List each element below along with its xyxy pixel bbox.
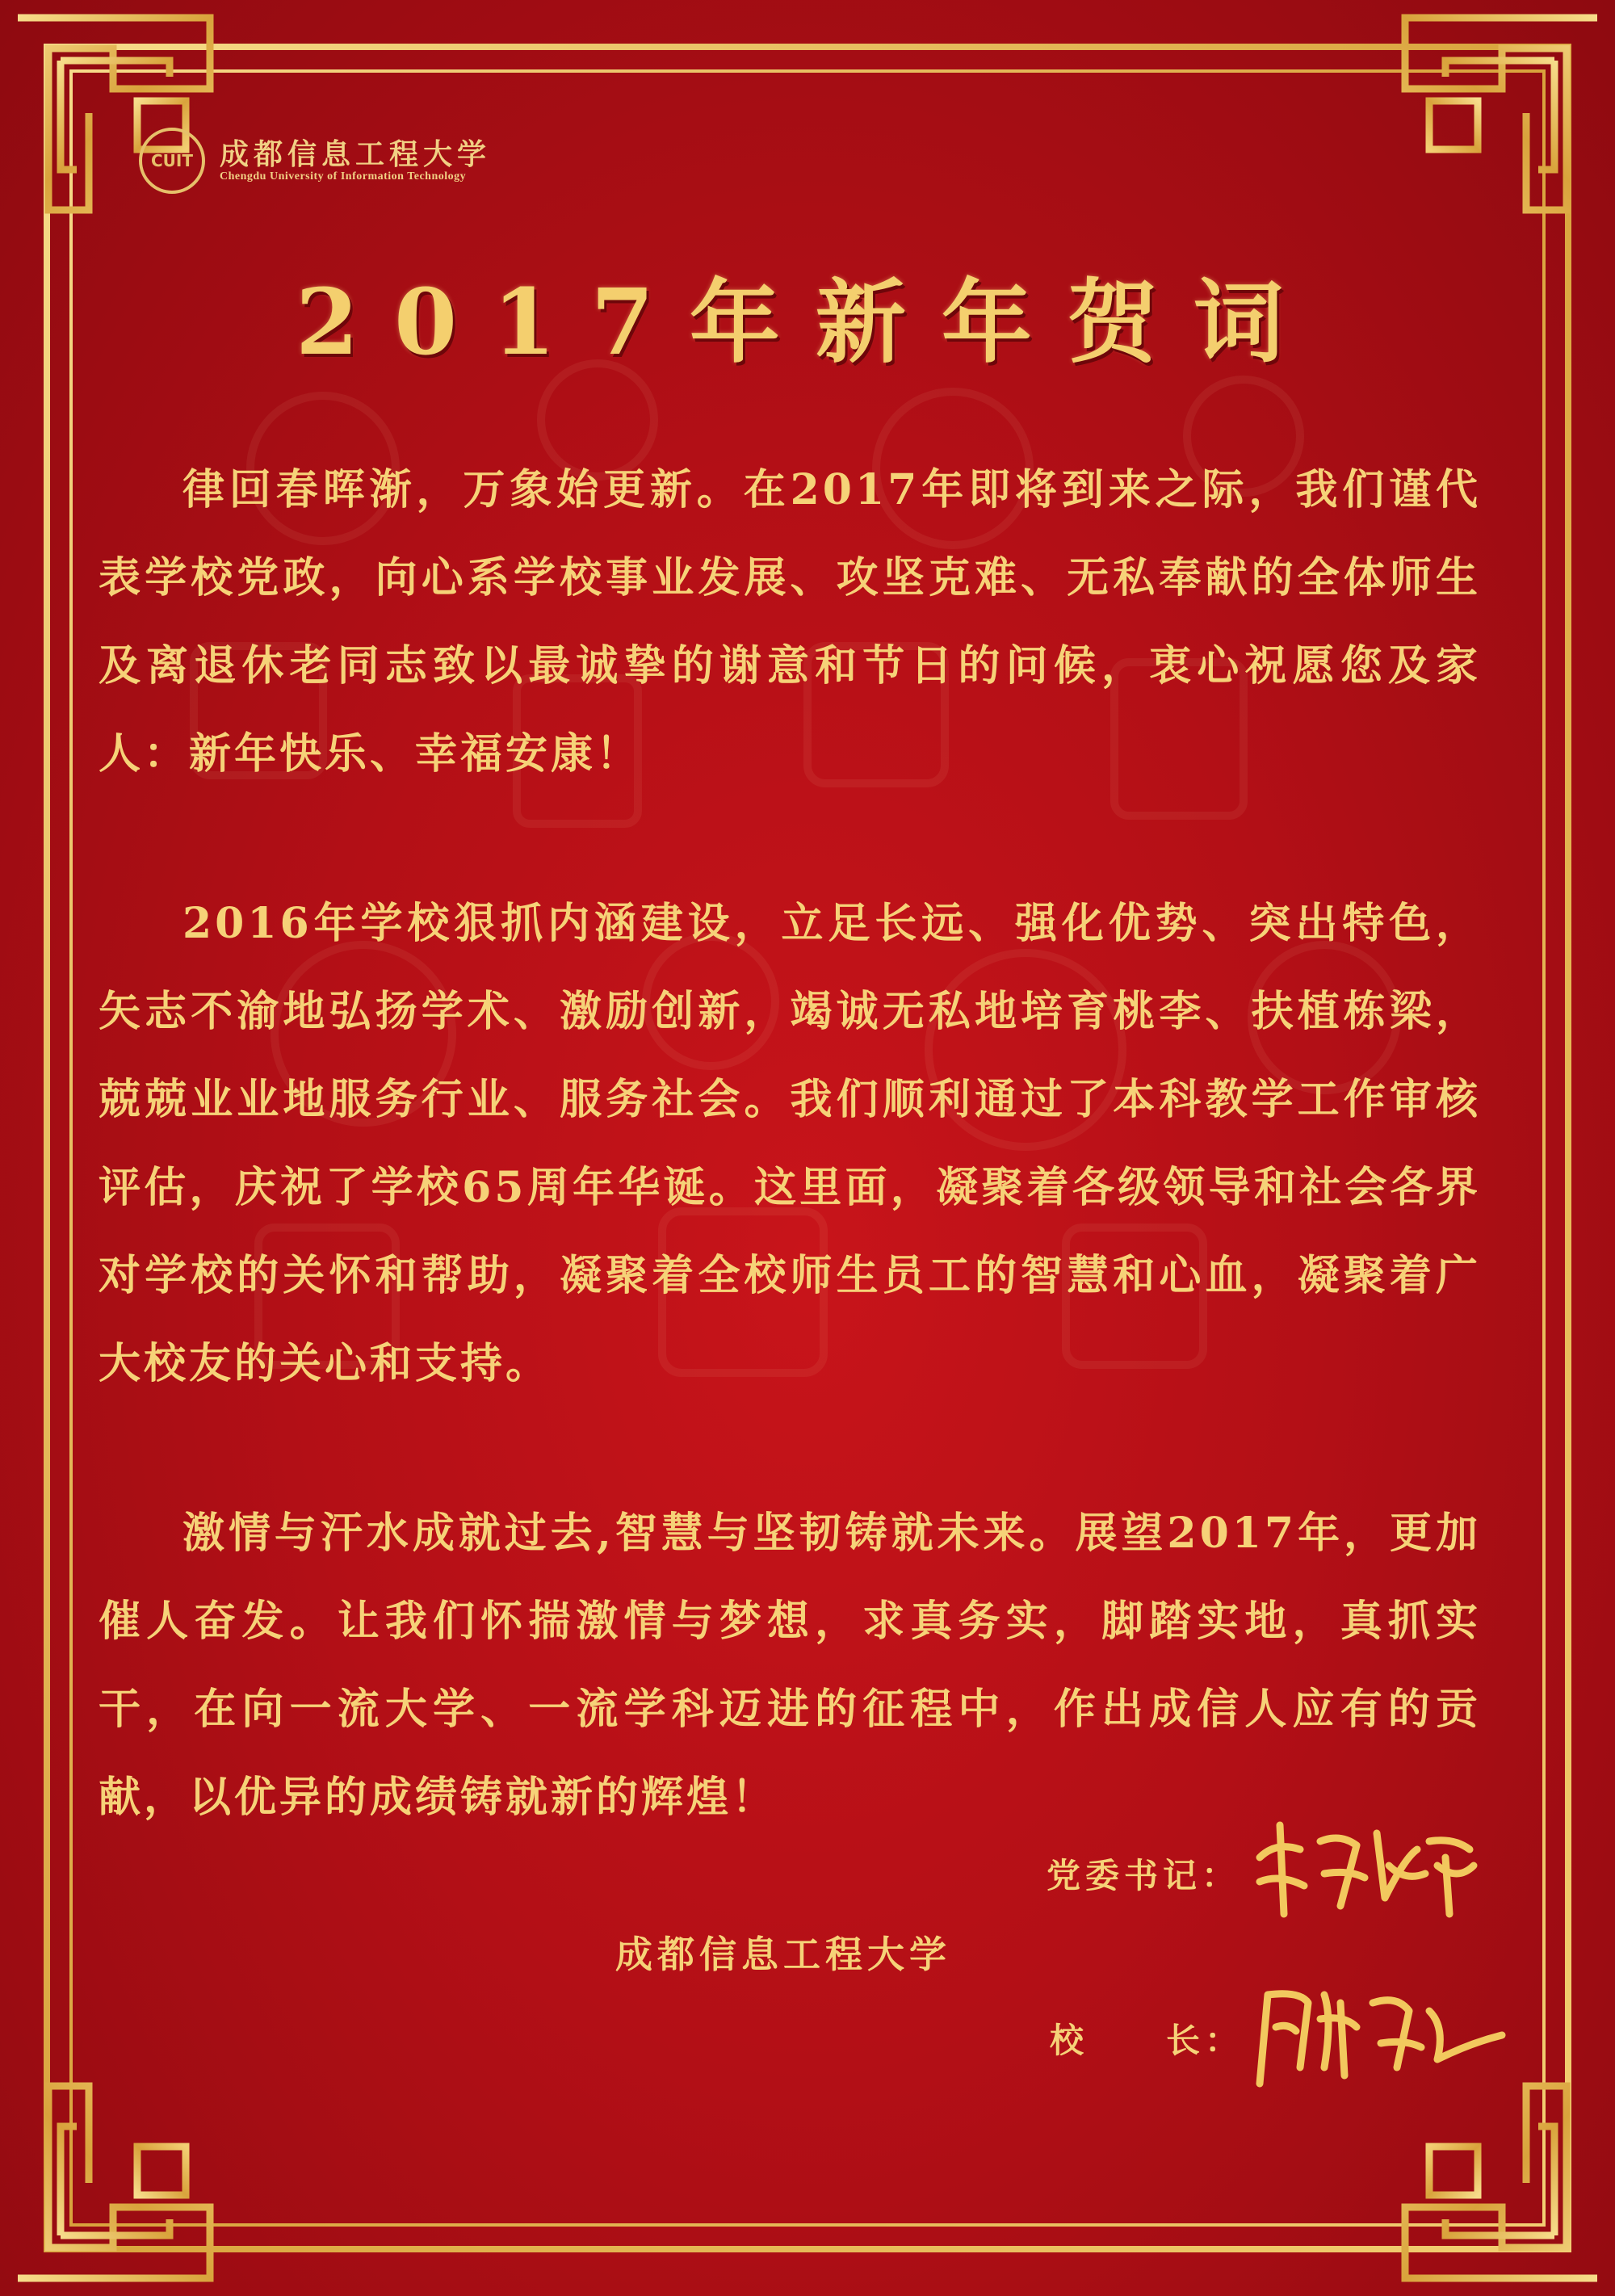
logo-name-en: Chengdu University of Information Technology — [220, 170, 467, 183]
university-seal-icon — [139, 128, 205, 194]
university-logo — [139, 128, 491, 194]
seal-text: CUIT — [150, 151, 193, 170]
university-signature: 成都信息工程大学 — [615, 1933, 951, 1976]
president-label: 校 长： — [1050, 2021, 1244, 2060]
president-signature-icon — [1244, 1971, 1510, 2100]
secretary-label: 党委书记： — [1047, 1856, 1241, 1895]
secretary-signature-icon — [1244, 1809, 1486, 1930]
logo-name-cn: 成都信息工程大学 — [220, 137, 492, 171]
paragraph-2: 2016年学校狠抓内涵建设，立足长远、强化优势、突出特色，矢志不渝地弘扬学术、激励创新，竭诚无私地培育桃李、扶植栋梁，兢兢业业地服务行业、服务社会。我们顺利通过了本科教学工作审核评估，庆祝了学校65周年华诞。这里面，凝聚着各级领导和社会各界对学校的关怀和帮助，凝聚着全校师生员工的智慧和心血，凝聚着广大校友的关心和支持。 — [99, 899, 1481, 1388]
paragraph-3: 激情与汗水成就过去,智慧与坚韧铸就未来。展望2017年，更加催人奋发。让我们怀揣激情与梦想，求真务实，脚踏实地，真抓实干，在向一流大学、一流学科迈进的征程中，作出成信人应有的贡献，以优异的成绩铸就新的辉煌！ — [99, 1509, 1481, 1822]
greeting-body — [99, 446, 1481, 1841]
page-title: 2017年新年贺词 — [296, 270, 1319, 376]
logo-wordmark — [220, 138, 491, 183]
paragraph-1: 律回春晖渐，万象始更新。在2017年即将到来之际，我们谨代表学校党政，向心系学校事业发展、攻坚克难、无私奉献的全体师生及离退休老同志致以最诚挚的谢意和节日的问候，衷心祝愿您及家人：新年快乐、幸福安康！ — [99, 465, 1481, 779]
